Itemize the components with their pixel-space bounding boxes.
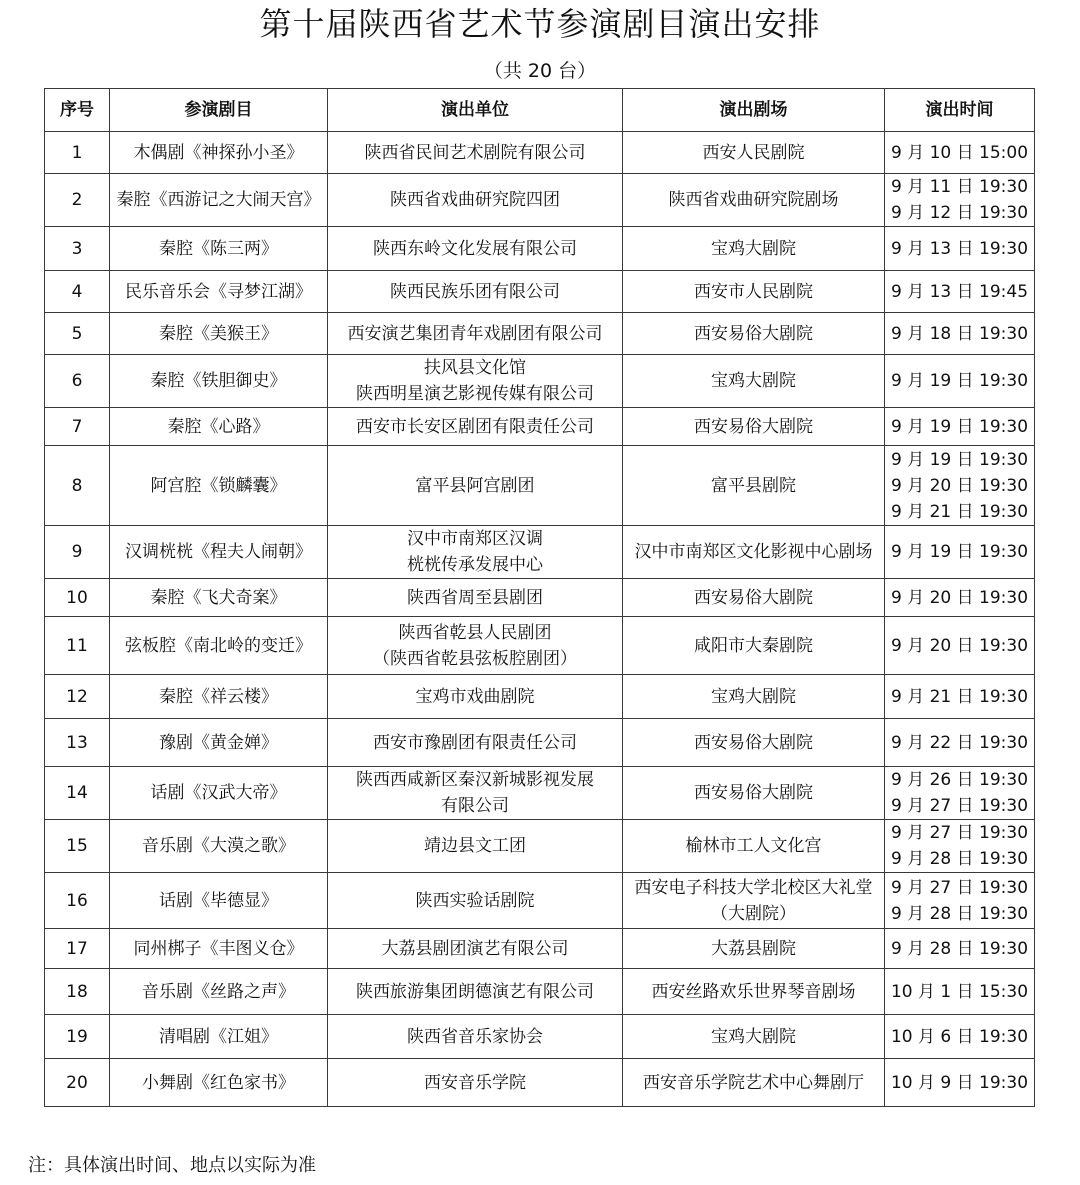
- header-no: 序号: [45, 89, 110, 132]
- cell-time: [885, 174, 1035, 227]
- cell-venue: [623, 1015, 885, 1059]
- cell-time-line: 10 月 1 日 15:30: [890, 981, 1029, 1002]
- cell-no: 8: [45, 446, 110, 526]
- table-row: [45, 873, 1035, 929]
- cell-time: [885, 446, 1035, 526]
- cell-venue: [623, 1059, 885, 1107]
- table-row: [45, 132, 1035, 174]
- cell-time: [885, 1059, 1035, 1107]
- cell-show: 弦板腔《南北岭的变迁》: [110, 617, 328, 675]
- cell-time: [885, 579, 1035, 617]
- cell-no: 17: [45, 929, 110, 969]
- table-row: [45, 271, 1035, 313]
- cell-show: 清唱剧《江姐》: [110, 1015, 328, 1059]
- cell-unit: [328, 579, 623, 617]
- cell-venue: [623, 271, 885, 313]
- cell-no: 9: [45, 526, 110, 579]
- cell-show: 话剧《毕德显》: [110, 873, 328, 929]
- cell-show: 秦腔《飞犬奇案》: [110, 579, 328, 617]
- cell-unit: [328, 820, 623, 873]
- cell-venue: [623, 313, 885, 355]
- cell-time: [885, 132, 1035, 174]
- cell-show: 民乐音乐会《寻梦江湖》: [110, 271, 328, 313]
- cell-venue: [623, 446, 885, 526]
- table-row: [45, 227, 1035, 271]
- cell-show: 豫剧《黄金婵》: [110, 719, 328, 767]
- table-row: [45, 1059, 1035, 1107]
- cell-no: 2: [45, 174, 110, 227]
- cell-venue: [623, 617, 885, 675]
- header-show: 参演剧目: [110, 89, 328, 132]
- cell-time: [885, 675, 1035, 719]
- cell-unit: [328, 873, 623, 929]
- cell-no: 16: [45, 873, 110, 929]
- cell-unit: [328, 271, 623, 313]
- cell-unit: [328, 526, 623, 579]
- cell-time: [885, 929, 1035, 969]
- cell-time-line: 9 月 21 日 19:30: [890, 501, 1029, 522]
- cell-unit-line: 陕西实验话剧院: [415, 890, 535, 911]
- cell-no: 10: [45, 579, 110, 617]
- cell-show: 秦腔《心路》: [110, 408, 328, 446]
- cell-time-line: 9 月 12 日 19:30: [890, 203, 1029, 223]
- cell-time-line: 9 月 19 日 19:30: [890, 449, 1029, 470]
- cell-time: [885, 355, 1035, 408]
- page-subtitle: （共 20 台）: [483, 60, 597, 82]
- cell-unit-line: 汉中市南郑区汉调: [407, 529, 543, 549]
- cell-time: [885, 526, 1035, 579]
- table-row: [45, 969, 1035, 1015]
- cell-show: 同州梆子《丰图义仓》: [110, 929, 328, 969]
- cell-show: 木偶剧《神探孙小圣》: [110, 132, 328, 174]
- cell-show: 秦腔《铁胆御史》: [110, 355, 328, 408]
- cell-unit-line: 西安音乐学院: [424, 1072, 526, 1093]
- cell-time-line: 9 月 11 日 19:30: [890, 177, 1029, 197]
- cell-time-line: 9 月 18 日 19:30: [890, 323, 1029, 344]
- cell-time: [885, 969, 1035, 1015]
- cell-time-line: 9 月 28 日 19:30: [890, 903, 1029, 924]
- cell-no: 18: [45, 969, 110, 1015]
- cell-venue-line: 西安易俗大剧院: [694, 732, 813, 753]
- cell-venue-line: 榆林市工人文化宫: [685, 836, 822, 856]
- table-row: [45, 313, 1035, 355]
- table-row: [45, 526, 1035, 579]
- cell-unit-line: 陕西省音乐家协会: [407, 1026, 543, 1047]
- cell-unit: [328, 408, 623, 446]
- cell-venue: [623, 526, 885, 579]
- cell-unit-line: 陕西民族乐团有限公司: [390, 281, 560, 302]
- cell-time-line: 9 月 20 日 19:30: [890, 587, 1029, 608]
- cell-venue: [623, 174, 885, 227]
- cell-venue-line: （大剧院）: [711, 903, 796, 924]
- cell-show: 汉调桄桄《程夫人闹朝》: [110, 526, 328, 579]
- cell-time-line: 9 月 19 日 19:30: [890, 542, 1029, 562]
- cell-show: 秦腔《祥云楼》: [110, 675, 328, 719]
- cell-venue-line: 西安人民剧院: [702, 142, 805, 163]
- header-time: 演出时间: [885, 89, 1035, 132]
- cell-venue: [623, 873, 885, 929]
- cell-no: 14: [45, 767, 110, 820]
- table-row: [45, 579, 1035, 617]
- cell-venue: [623, 719, 885, 767]
- cell-unit: [328, 227, 623, 271]
- table-row: [45, 719, 1035, 767]
- cell-no: 5: [45, 313, 110, 355]
- cell-venue-line: 陕西省戏曲研究院剧场: [668, 190, 839, 210]
- cell-time-line: 10 月 6 日 19:30: [890, 1026, 1029, 1047]
- cell-show: 秦腔《陈三两》: [110, 227, 328, 271]
- cell-venue-line: 西安电子科技大学北校区大礼堂: [634, 877, 873, 898]
- header-unit: 演出单位: [328, 89, 623, 132]
- cell-unit: [328, 1015, 623, 1059]
- cell-unit: [328, 675, 623, 719]
- table-row: [45, 820, 1035, 873]
- cell-venue-line: 大荔县剧院: [711, 938, 796, 959]
- cell-time-line: 9 月 27 日 19:30: [890, 823, 1029, 843]
- table-row: [45, 446, 1035, 526]
- cell-time: [885, 271, 1035, 313]
- table-row: [45, 1015, 1035, 1059]
- cell-time: [885, 1015, 1035, 1059]
- cell-show: 小舞剧《红色家书》: [110, 1059, 328, 1107]
- table-row: [45, 617, 1035, 675]
- cell-unit-line: （陕西省乾县弦板腔剧团）: [373, 648, 577, 669]
- cell-unit-line: 富平县阿宫剧团: [415, 475, 535, 496]
- cell-no: 3: [45, 227, 110, 271]
- cell-time-line: 9 月 20 日 19:30: [890, 635, 1029, 656]
- cell-time-line: 9 月 28 日 19:30: [890, 849, 1029, 869]
- cell-time: [885, 227, 1035, 271]
- cell-venue-line: 西安易俗大剧院: [694, 416, 813, 437]
- cell-time: [885, 617, 1035, 675]
- cell-venue: [623, 579, 885, 617]
- cell-unit-line: 宝鸡市戏曲剧院: [415, 686, 535, 707]
- cell-unit-line: 西安市长安区剧团有限责任公司: [356, 416, 594, 437]
- cell-venue-line: 西安易俗大剧院: [694, 587, 813, 608]
- cell-no: 7: [45, 408, 110, 446]
- cell-time-line: 9 月 28 日 19:30: [890, 938, 1029, 959]
- cell-venue: [623, 227, 885, 271]
- cell-time-line: 9 月 21 日 19:30: [890, 686, 1029, 707]
- cell-show: 音乐剧《大漠之歌》: [110, 820, 328, 873]
- table-header-row: [45, 89, 1035, 132]
- cell-venue: [623, 355, 885, 408]
- cell-time-line: 9 月 27 日 19:30: [890, 796, 1029, 816]
- cell-unit-line: 陕西省戏曲研究院四团: [390, 190, 560, 210]
- cell-venue-line: 富平县剧院: [711, 475, 796, 496]
- table-row: [45, 408, 1035, 446]
- cell-unit-line: 靖边县文工团: [424, 836, 526, 856]
- cell-show: 话剧《汉武大帝》: [110, 767, 328, 820]
- cell-venue: [623, 767, 885, 820]
- cell-show: 秦腔《美猴王》: [110, 313, 328, 355]
- cell-no: 1: [45, 132, 110, 174]
- cell-no: 15: [45, 820, 110, 873]
- page-title: 第十届陕西省艺术节参演剧目演出安排: [259, 5, 821, 43]
- cell-unit: [328, 446, 623, 526]
- cell-no: 19: [45, 1015, 110, 1059]
- cell-venue-line: 宝鸡大剧院: [711, 371, 796, 391]
- cell-venue: [623, 408, 885, 446]
- cell-venue-line: 宝鸡大剧院: [711, 686, 796, 707]
- cell-time: [885, 313, 1035, 355]
- cell-unit-line: 有限公司: [441, 796, 509, 816]
- cell-no: 12: [45, 675, 110, 719]
- cell-unit: [328, 132, 623, 174]
- cell-venue-line: 西安丝路欢乐世界琴音剧场: [651, 981, 856, 1002]
- table-row: [45, 929, 1035, 969]
- cell-unit-line: 陕西省乾县人民剧团: [398, 622, 552, 643]
- cell-no: 20: [45, 1059, 110, 1107]
- schedule-table: [44, 88, 1035, 1107]
- cell-unit-line: 陕西东岭文化发展有限公司: [373, 238, 577, 259]
- cell-unit-line: 西安演艺集团青年戏剧团有限公司: [347, 323, 603, 344]
- cell-show: 秦腔《西游记之大闹天宫》: [110, 174, 328, 227]
- table-row: [45, 767, 1035, 820]
- cell-unit: [328, 767, 623, 820]
- cell-no: 13: [45, 719, 110, 767]
- cell-unit: [328, 969, 623, 1015]
- cell-unit-line: 陕西省民间艺术剧院有限公司: [364, 142, 586, 163]
- cell-time-line: 9 月 13 日 19:30: [890, 238, 1029, 259]
- cell-venue-line: 西安易俗大剧院: [694, 783, 813, 803]
- cell-time: [885, 719, 1035, 767]
- cell-time-line: 9 月 19 日 19:30: [890, 416, 1029, 437]
- cell-unit: [328, 929, 623, 969]
- cell-venue-line: 西安音乐学院艺术中心舞剧厅: [643, 1072, 864, 1093]
- cell-unit-line: 陕西旅游集团朗德演艺有限公司: [356, 981, 594, 1002]
- cell-time-line: 9 月 19 日 19:30: [890, 371, 1029, 391]
- cell-no: 4: [45, 271, 110, 313]
- cell-unit: [328, 313, 623, 355]
- cell-time: [885, 820, 1035, 873]
- cell-time-line: 9 月 27 日 19:30: [890, 877, 1029, 898]
- cell-time: [885, 767, 1035, 820]
- cell-venue-line: 汉中市南郑区文化影视中心剧场: [634, 542, 873, 562]
- cell-unit: [328, 719, 623, 767]
- table-row: [45, 355, 1035, 408]
- cell-unit-line: 陕西西咸新区秦汉新城影视发展: [356, 770, 594, 790]
- cell-unit-line: 桄桄传承发展中心: [407, 555, 543, 575]
- cell-venue-line: 西安易俗大剧院: [694, 323, 813, 344]
- cell-no: 11: [45, 617, 110, 675]
- cell-no: 6: [45, 355, 110, 408]
- cell-unit-line: 扶风县文化馆: [424, 358, 526, 378]
- table-row: [45, 174, 1035, 227]
- cell-time: [885, 873, 1035, 929]
- cell-show: 阿宫腔《锁麟囊》: [110, 446, 328, 526]
- cell-time-line: 9 月 10 日 15:00: [890, 142, 1029, 163]
- cell-time-line: 9 月 26 日 19:30: [890, 770, 1029, 790]
- cell-venue: [623, 132, 885, 174]
- cell-time-line: 9 月 22 日 19:30: [890, 732, 1029, 753]
- cell-time-line: 9 月 20 日 19:30: [890, 475, 1029, 496]
- header-venue: 演出剧场: [623, 89, 885, 132]
- cell-unit: [328, 174, 623, 227]
- cell-time-line: 10 月 9 日 19:30: [890, 1072, 1029, 1093]
- cell-unit: [328, 617, 623, 675]
- cell-unit-line: 陕西省周至县剧团: [407, 587, 543, 608]
- footnote: 注：具体演出时间、地点以实际为准: [28, 1155, 316, 1176]
- cell-time: [885, 408, 1035, 446]
- cell-venue-line: 宝鸡大剧院: [711, 238, 796, 259]
- cell-venue-line: 西安市人民剧院: [694, 281, 813, 302]
- cell-unit-line: 大荔县剧团演艺有限公司: [381, 938, 569, 959]
- table-row: [45, 675, 1035, 719]
- cell-venue-line: 宝鸡大剧院: [711, 1026, 796, 1047]
- cell-unit: [328, 355, 623, 408]
- cell-venue: [623, 675, 885, 719]
- cell-unit-line: 西安市豫剧团有限责任公司: [373, 732, 577, 753]
- cell-venue: [623, 969, 885, 1015]
- cell-venue-line: 咸阳市大秦剧院: [694, 635, 813, 656]
- cell-venue: [623, 929, 885, 969]
- cell-time-line: 9 月 13 日 19:45: [890, 281, 1029, 302]
- cell-venue: [623, 820, 885, 873]
- cell-unit: [328, 1059, 623, 1107]
- cell-unit-line: 陕西明星演艺影视传媒有限公司: [356, 384, 594, 404]
- cell-show: 音乐剧《丝路之声》: [110, 969, 328, 1015]
